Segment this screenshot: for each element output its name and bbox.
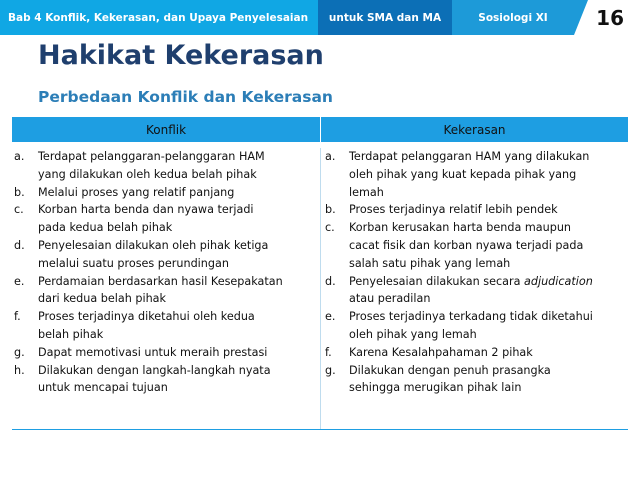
list-letter: b. — [14, 185, 25, 199]
list-letter: e. — [14, 274, 25, 288]
list-text: Terdapat pelanggaran-pelanggaran HAM yang dilakukan oleh kedua belah pihak — [38, 150, 265, 181]
page-title: Hakikat Kekerasan — [38, 40, 324, 71]
table-header-row — [12, 117, 628, 142]
list-letter: a. — [14, 150, 25, 163]
list-text: Proses terjadinya diketahui oleh kedua belah pihak — [38, 310, 255, 341]
list-text: Korban harta benda dan nyawa terjadi pada kedua belah pihak — [38, 203, 254, 235]
header-kekerasan: Kekerasan — [443, 122, 506, 137]
kekerasan-item — [323, 344, 628, 362]
kekerasan-column — [321, 148, 628, 429]
kekerasan-item — [323, 148, 628, 201]
konflik-item — [12, 308, 320, 344]
top-banner — [0, 0, 638, 35]
subject-label: Sosiologi XI — [452, 0, 574, 35]
konflik-item — [12, 344, 320, 362]
list-letter: a. — [325, 150, 336, 163]
list-letter: d. — [325, 274, 336, 288]
list-text: Melalui proses yang relatif panjang — [38, 185, 235, 199]
list-text-part: Penyelesaian dilakukan secara — [349, 274, 525, 288]
list-text: Penyelesaian dilakukan oleh pihak ketiga melalui suatu proses perundingan — [38, 238, 269, 270]
level-label: untuk SMA dan MA — [318, 0, 452, 35]
list-text: Proses terjadinya terkadang tidak diketahui oleh pihak yang lemah — [349, 310, 593, 341]
list-letter: b. — [325, 203, 336, 217]
konflik-column — [12, 148, 321, 429]
list-text: Korban kerusakan harta benda maupun cacat fisik dan korban nyawa terjadi pada salah satu pihak yang lemah — [349, 221, 584, 270]
list-letter: g. — [14, 345, 25, 359]
kekerasan-item — [323, 273, 628, 309]
list-text-part: atau peradilan — [349, 292, 431, 306]
konflik-item — [12, 201, 320, 237]
konflik-item — [12, 237, 320, 273]
list-letter: f. — [325, 345, 332, 359]
list-text: Perdamaian berdasarkan hasil Kesepakatan dari kedua belah pihak — [38, 274, 283, 306]
list-text: Karena Kesalahpahaman 2 pihak — [349, 345, 533, 359]
list-letter: e. — [325, 310, 336, 324]
list-text: Dilakukan dengan langkah-langkah nyata untuk mencapai tujuan — [38, 363, 271, 395]
list-letter: g. — [325, 363, 336, 377]
list-text: Terdapat pelanggaran HAM yang dilakukan oleh pihak yang kuat kepada pihak yang lemah — [349, 150, 590, 199]
konflik-item — [12, 273, 320, 309]
list-letter: h. — [14, 363, 25, 377]
konflik-item — [12, 148, 320, 184]
page-number: 16 — [596, 5, 624, 30]
kekerasan-item — [323, 308, 628, 344]
table-body — [12, 142, 628, 430]
list-letter: c. — [325, 221, 335, 235]
list-text: Dilakukan dengan penuh prasangka sehingga merugikan pihak lain — [349, 363, 551, 395]
list-text-emphasis: adjudication — [524, 274, 593, 288]
list-letter: d. — [14, 238, 25, 252]
kekerasan-item — [323, 219, 628, 272]
konflik-item — [12, 184, 320, 202]
kekerasan-item — [323, 201, 628, 219]
list-letter: c. — [14, 203, 24, 217]
kekerasan-item — [323, 362, 628, 398]
page-subtitle: Perbedaan Konflik dan Kekerasan — [38, 88, 333, 106]
konflik-item — [12, 362, 320, 398]
comparison-table — [12, 117, 628, 430]
list-text: Dapat memotivasi untuk meraih prestasi — [38, 345, 268, 359]
list-text — [349, 273, 628, 309]
header-konflik: Konflik — [12, 117, 321, 142]
chapter-label: Bab 4 Konflik, Kekerasan, dan Upaya Penyelesaian — [0, 0, 318, 35]
list-text: Proses terjadinya relatif lebih pendek — [349, 203, 558, 217]
list-letter: f. — [14, 310, 21, 324]
